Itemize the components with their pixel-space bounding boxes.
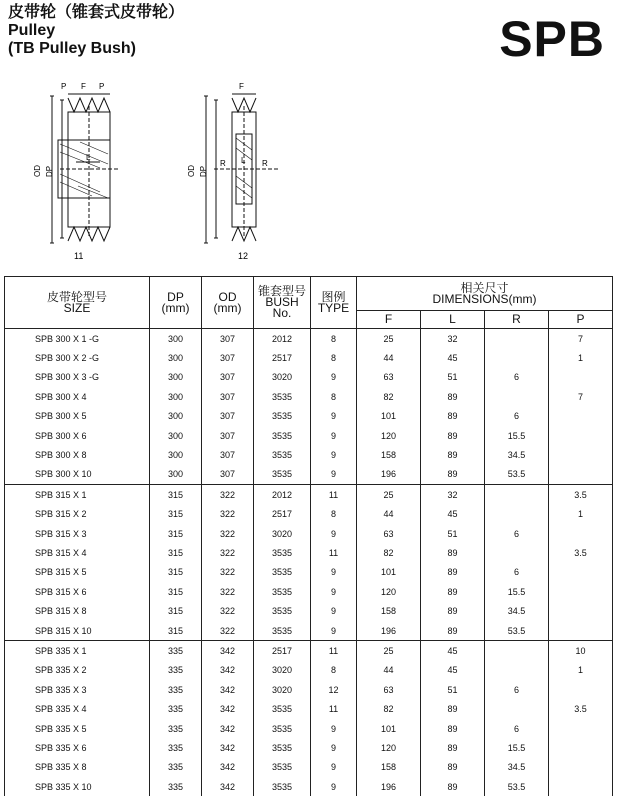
table-row [5,738,613,757]
cell-l: 89 [421,465,485,485]
label-od: OD [33,165,42,177]
cell-od: 307 [202,387,254,406]
table-row [5,777,613,796]
cell-p [549,445,613,464]
cell-dp: 335 [150,680,202,699]
cell-dp: 315 [150,505,202,524]
cell-bush: 2517 [254,641,311,661]
cell-bush: 3535 [254,563,311,582]
od-header-unit: (mm) [213,300,242,315]
cell-od: 322 [202,582,254,601]
cell-f: 120 [357,426,421,445]
cell-type: 8 [311,387,357,406]
cell-dp: 335 [150,699,202,718]
cell-type: 8 [311,661,357,680]
cell-p: 1 [549,348,613,367]
cell-p [549,426,613,445]
label-p: P [99,82,105,91]
cell-l: 45 [421,348,485,367]
cell-bush: 3535 [254,758,311,777]
cell-bush: 3020 [254,368,311,387]
cell-dp: 335 [150,641,202,661]
table-row [5,699,613,718]
cell-r: 6 [485,407,549,426]
cell-od: 322 [202,485,254,505]
size-header-en: SIZE [63,300,91,315]
cell-r: 6 [485,524,549,543]
table-row [5,329,613,349]
cell-p [549,524,613,543]
cell-r: 34.5 [485,445,549,464]
cell-size: SPB 335 X 10 [5,777,150,796]
cell-f: 158 [357,601,421,620]
cell-l: 89 [421,563,485,582]
dp-header-label: DP [167,289,184,304]
cell-size: SPB 335 X 1 [5,641,150,661]
label-l: L [86,153,91,162]
od-header-label: OD [218,289,237,304]
size-header-cn: 皮带轮型号 [46,289,107,304]
cell-bush: 3020 [254,524,311,543]
cell-p [549,758,613,777]
cell-r: 53.5 [485,465,549,485]
cell-f: 25 [357,485,421,505]
cell-size: SPB 335 X 6 [5,738,150,757]
header-row [5,277,613,311]
r-header: R [485,311,549,329]
cell-type: 9 [311,445,357,464]
cell-f: 120 [357,582,421,601]
cell-bush: 3535 [254,719,311,738]
cell-l: 51 [421,524,485,543]
cell-bush: 3535 [254,543,311,562]
cell-f: 101 [357,407,421,426]
cell-l: 89 [421,387,485,406]
pulley-diagram-11 [30,78,140,263]
cell-bush: 3535 [254,407,311,426]
cell-type: 11 [311,699,357,718]
cell-size: SPB 315 X 1 [5,485,150,505]
table-row [5,641,613,661]
cell-bush: 3535 [254,738,311,757]
cell-l: 32 [421,485,485,505]
cell-f: 101 [357,719,421,738]
cell-dp: 300 [150,445,202,464]
f-header: F [357,311,421,329]
cell-od: 322 [202,601,254,620]
cell-r: 53.5 [485,621,549,641]
cell-od: 342 [202,680,254,699]
cell-dp: 300 [150,368,202,387]
cell-r [485,348,549,367]
cell-f: 44 [357,661,421,680]
dimensions-header-en: DIMENSIONS(mm) [432,291,537,306]
table-body [5,329,613,797]
cell-type: 11 [311,485,357,505]
cell-dp: 300 [150,407,202,426]
cell-type: 9 [311,758,357,777]
cell-size: SPB 300 X 2 -G [5,348,150,367]
cell-l: 89 [421,407,485,426]
cell-size: SPB 335 X 8 [5,758,150,777]
cell-f: 196 [357,777,421,796]
table-row [5,445,613,464]
cell-p: 3.5 [549,699,613,718]
table-row [5,426,613,445]
l-header: L [421,311,485,329]
dimensions-header [357,277,613,311]
cell-od: 342 [202,661,254,680]
cell-l: 89 [421,582,485,601]
table-row [5,465,613,485]
label-r: R [262,159,268,168]
label-p: P [61,82,67,91]
cell-bush: 3535 [254,699,311,718]
cell-od: 307 [202,426,254,445]
cell-size: SPB 300 X 8 [5,445,150,464]
type-header-cn: 图例 [321,289,346,304]
cell-od: 322 [202,543,254,562]
cell-size: SPB 335 X 4 [5,699,150,718]
cell-r [485,387,549,406]
cell-dp: 335 [150,777,202,796]
cell-f: 120 [357,738,421,757]
cell-bush: 3535 [254,601,311,620]
cell-dp: 335 [150,661,202,680]
cell-r [485,543,549,562]
cell-f: 63 [357,368,421,387]
cell-l: 32 [421,329,485,349]
od-header [202,277,254,329]
cell-dp: 315 [150,485,202,505]
cell-dp: 315 [150,543,202,562]
cell-od: 342 [202,758,254,777]
cell-type: 9 [311,563,357,582]
cell-type: 9 [311,738,357,757]
cell-dp: 315 [150,601,202,620]
cell-type: 9 [311,719,357,738]
cell-type: 8 [311,329,357,349]
cell-f: 101 [357,563,421,582]
cell-f: 82 [357,387,421,406]
cell-type: 8 [311,505,357,524]
cell-size: SPB 300 X 6 [5,426,150,445]
cell-size: SPB 315 X 6 [5,582,150,601]
cell-bush: 3535 [254,777,311,796]
type-header-en: TYPE [317,300,350,315]
cell-l: 89 [421,601,485,620]
cell-f: 63 [357,680,421,699]
cell-l: 89 [421,445,485,464]
cell-size: SPB 315 X 4 [5,543,150,562]
cell-l: 89 [421,543,485,562]
dp-header-unit: (mm) [161,300,190,315]
cell-size: SPB 300 X 5 [5,407,150,426]
cell-r: 15.5 [485,426,549,445]
cell-r: 53.5 [485,777,549,796]
cell-r: 15.5 [485,582,549,601]
cell-dp: 335 [150,738,202,757]
cell-size: SPB 315 X 3 [5,524,150,543]
cell-r [485,641,549,661]
label-f: F [81,82,86,91]
pulley-diagram-12 [178,78,288,263]
cell-r: 34.5 [485,758,549,777]
cell-f: 196 [357,465,421,485]
bush-header-en: BUSH [265,295,299,309]
cell-bush: 3535 [254,621,311,641]
cell-bush: 3535 [254,426,311,445]
bush-header [254,277,311,329]
table-row [5,563,613,582]
cell-f: 63 [357,524,421,543]
cell-size: SPB 315 X 8 [5,601,150,620]
dimensions-table [4,276,613,796]
cell-l: 89 [421,719,485,738]
cell-f: 158 [357,758,421,777]
type-header [311,277,357,329]
cell-l: 45 [421,641,485,661]
cell-bush: 3535 [254,387,311,406]
cell-od: 307 [202,329,254,349]
cell-od: 322 [202,563,254,582]
cell-size: SPB 315 X 10 [5,621,150,641]
cell-dp: 315 [150,621,202,641]
cell-p [549,738,613,757]
cell-r: 34.5 [485,601,549,620]
cell-p [549,680,613,699]
cell-r [485,505,549,524]
cell-type: 11 [311,641,357,661]
cell-bush: 3020 [254,661,311,680]
cell-p: 10 [549,641,613,661]
cell-p [549,621,613,641]
cell-r: 6 [485,719,549,738]
cell-size: SPB 315 X 5 [5,563,150,582]
cell-od: 307 [202,465,254,485]
cell-bush: 3535 [254,582,311,601]
cell-l: 89 [421,621,485,641]
cell-size: SPB 300 X 4 [5,387,150,406]
cell-size: SPB 335 X 2 [5,661,150,680]
label-od: OD [187,165,196,177]
cell-type: 12 [311,680,357,699]
cell-bush: 2012 [254,485,311,505]
cell-od: 342 [202,777,254,796]
cell-dp: 315 [150,563,202,582]
label-r: R [220,159,226,168]
cell-od: 307 [202,407,254,426]
cell-l: 45 [421,505,485,524]
cell-type: 9 [311,777,357,796]
table-row [5,543,613,562]
cell-r [485,661,549,680]
cell-dp: 300 [150,465,202,485]
cell-od: 342 [202,699,254,718]
table-row [5,680,613,699]
cell-od: 322 [202,621,254,641]
cell-l: 89 [421,738,485,757]
bush-header-cn: 锥套型号 [257,284,306,298]
cell-l: 89 [421,777,485,796]
cell-size: SPB 315 X 2 [5,505,150,524]
cell-r [485,329,549,349]
cell-dp: 300 [150,426,202,445]
label-l: L [241,156,246,165]
cell-f: 158 [357,445,421,464]
cell-type: 9 [311,465,357,485]
cell-type: 8 [311,348,357,367]
cell-p [549,582,613,601]
label-dp: DP [45,165,54,177]
label-f: F [239,82,244,91]
cell-od: 307 [202,445,254,464]
cell-size: SPB 300 X 3 -G [5,368,150,387]
label-dp: DP [199,165,208,177]
cell-dp: 300 [150,387,202,406]
cell-p: 1 [549,661,613,680]
table-row [5,348,613,367]
size-header [5,277,150,329]
table-row [5,387,613,406]
cell-p [549,368,613,387]
cell-type: 9 [311,601,357,620]
table-row [5,758,613,777]
cell-bush: 3535 [254,465,311,485]
cell-p: 7 [549,329,613,349]
table-row [5,582,613,601]
diagram-caption-11: 11 [74,251,84,261]
cell-od: 342 [202,738,254,757]
cell-f: 82 [357,699,421,718]
cell-l: 45 [421,661,485,680]
table-row [5,661,613,680]
cell-type: 11 [311,543,357,562]
cell-f: 44 [357,505,421,524]
cell-r [485,485,549,505]
bush-header-no: No. [272,306,292,320]
cell-p: 3.5 [549,485,613,505]
cell-p [549,465,613,485]
cell-od: 307 [202,348,254,367]
table-row [5,719,613,738]
cell-dp: 300 [150,329,202,349]
cell-p [549,601,613,620]
cell-f: 82 [357,543,421,562]
cell-bush: 2517 [254,505,311,524]
cell-p: 7 [549,387,613,406]
cell-dp: 335 [150,719,202,738]
table-row [5,505,613,524]
cell-p [549,563,613,582]
table-row [5,621,613,641]
cell-p: 1 [549,505,613,524]
cell-bush: 3020 [254,680,311,699]
cell-type: 9 [311,621,357,641]
cell-p [549,407,613,426]
p-header: P [549,311,613,329]
cell-od: 342 [202,641,254,661]
title-subtitle: (TB Pulley Bush) [8,40,137,57]
cell-p [549,719,613,738]
table-row [5,485,613,505]
cell-dp: 300 [150,348,202,367]
cell-l: 51 [421,368,485,387]
diagram-caption-12: 12 [238,251,249,261]
cell-dp: 315 [150,524,202,543]
cell-bush: 2517 [254,348,311,367]
cell-p: 3.5 [549,543,613,562]
title-english: Pulley [8,22,56,39]
cell-r [485,699,549,718]
cell-r: 6 [485,368,549,387]
cell-bush: 2012 [254,329,311,349]
cell-r: 6 [485,680,549,699]
cell-f: 25 [357,641,421,661]
cell-dp: 335 [150,758,202,777]
cell-l: 89 [421,426,485,445]
cell-size: SPB 335 X 3 [5,680,150,699]
title-block [8,4,184,58]
cell-type: 9 [311,407,357,426]
cell-od: 342 [202,719,254,738]
cell-size: SPB 300 X 10 [5,465,150,485]
cell-od: 322 [202,505,254,524]
cell-f: 25 [357,329,421,349]
dimensions-header-cn: 相关尺寸 [460,280,509,295]
cell-r: 15.5 [485,738,549,757]
cell-bush: 3535 [254,445,311,464]
cell-f: 44 [357,348,421,367]
table-row [5,368,613,387]
cell-type: 9 [311,524,357,543]
cell-size: SPB 335 X 5 [5,719,150,738]
series-code: SPB [499,11,605,67]
cell-l: 89 [421,758,485,777]
cell-size: SPB 300 X 1 -G [5,329,150,349]
title-chinese: 皮带轮（锥套式皮带轮） [8,4,185,21]
cell-f: 196 [357,621,421,641]
table-row [5,407,613,426]
table-row [5,601,613,620]
cell-p [549,777,613,796]
cell-dp: 315 [150,582,202,601]
cell-type: 9 [311,426,357,445]
cell-r: 6 [485,563,549,582]
cell-l: 51 [421,680,485,699]
cell-od: 322 [202,524,254,543]
cell-l: 89 [421,699,485,718]
cell-type: 9 [311,368,357,387]
cell-type: 9 [311,582,357,601]
cell-od: 307 [202,368,254,387]
dp-header [150,277,202,329]
table-row [5,524,613,543]
